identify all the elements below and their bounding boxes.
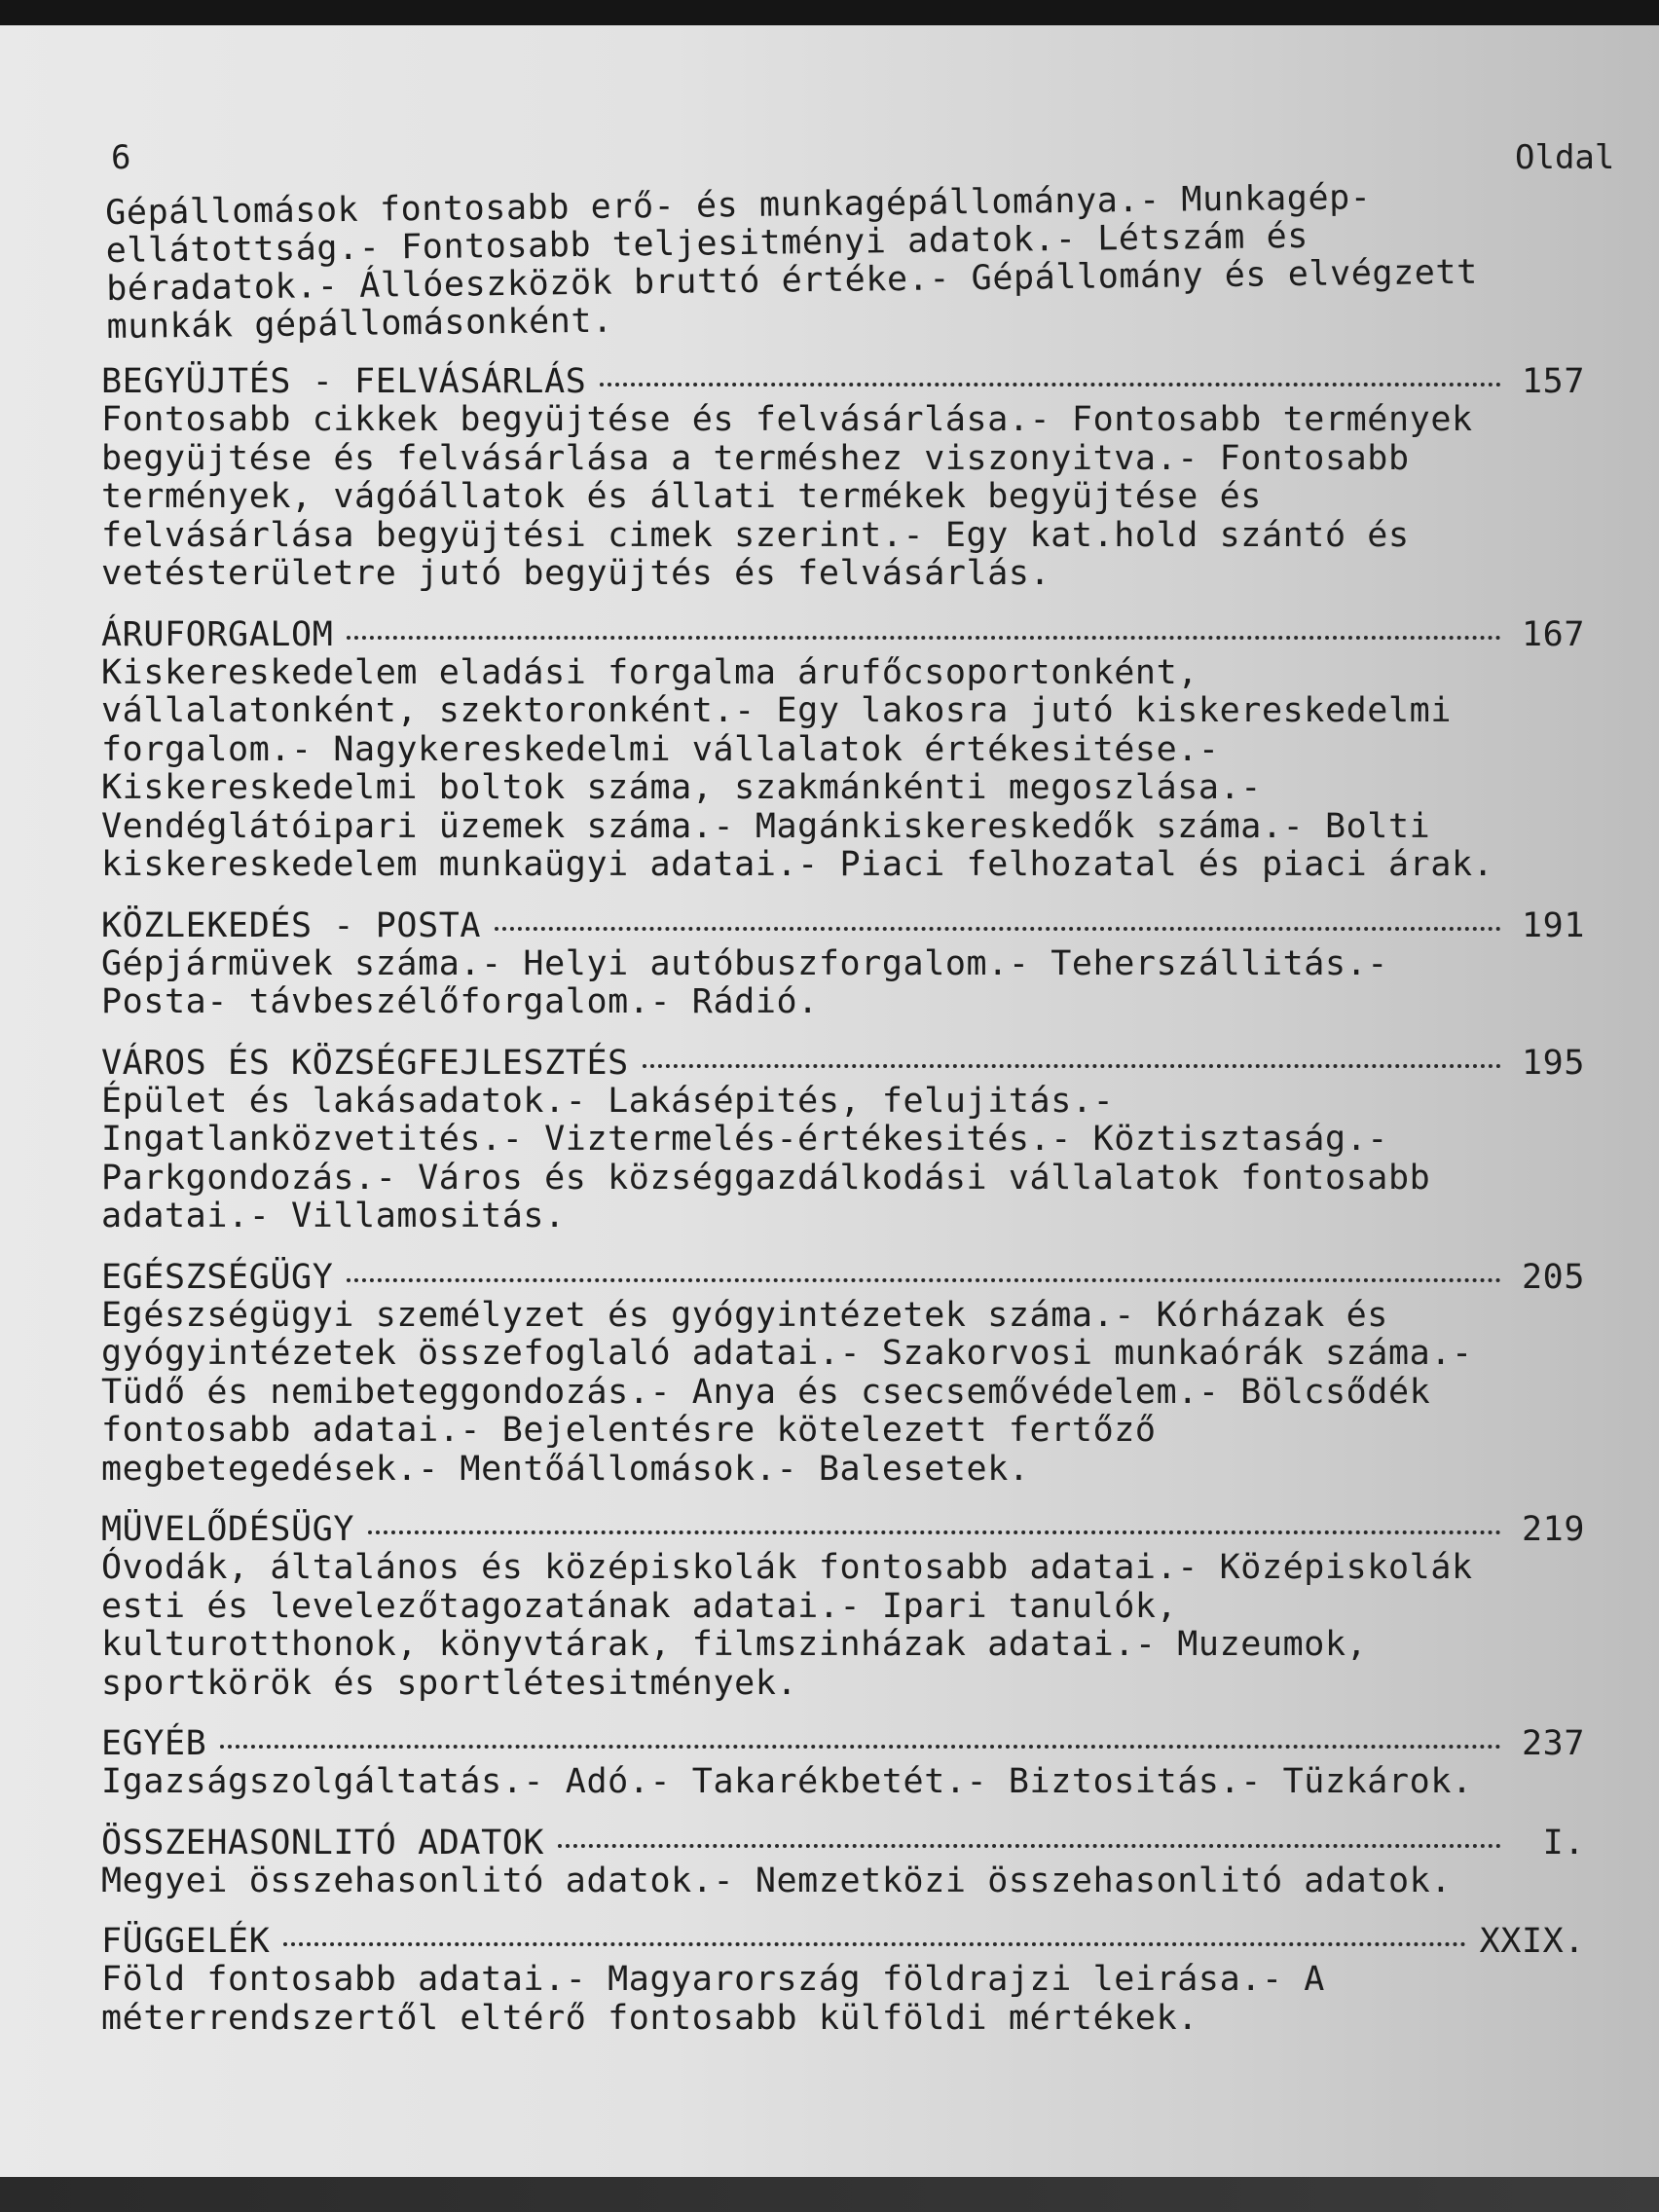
toc-section-egeszsegugy [101,1258,1601,1490]
toc-page-number: I. [1542,1823,1585,1862]
toc-section-description: Föld fontosabb adatai.- Magyarország földrajzi leirása.- A méterrendszertől eltérő fontosabb külföldi mértékek. [101,1960,1325,2038]
toc-section-muvelodesugy [101,1510,1601,1703]
toc-section-description: Gépjármüvek száma.- Helyi autóbuszforgalom.- Teherszállitás.- Posta- távbeszélőforgalom.- Rádió. [101,943,1388,1021]
toc-section-description: Fontosabb cikkek begyüjtése és felvásárlása.- Fontosabb termények begyüjtése és felvásárlása a terméshez viszonyitva.- Fontosabb termények, vágóállatok és állati termékek begyüjtése és felvásárlása begyüjtési cimek szerint.- Egy kat.hold szántó és vetésterületre jutó begyüjtés és felvásárlás. [101,400,1473,593]
toc-section-title: EGYÉB [101,1724,207,1763]
toc-heading-line [101,615,1601,654]
toc-section-title: BEGYÜJTÉS - FELVÁSÁRLÁS [101,362,587,401]
dot-leader [283,1942,1465,1946]
toc-heading-line [101,1724,1601,1763]
toc-section-title: ÁRUFORGALOM [101,614,334,654]
toc-section-varosfejlesztes [101,1044,1601,1236]
toc-page-number: 191 [1521,905,1585,945]
toc-heading-line [101,362,1601,401]
toc-section-fuggelek [101,1922,1601,2038]
dot-leader [495,927,1501,931]
toc-section-description: Megyei összehasonlitó adatok.- Nemzetközi összehasonlitó adatok. [101,1861,1452,1900]
toc-section-kozlekedes [101,906,1601,1022]
toc-heading-line [101,906,1601,945]
dot-leader [347,636,1501,640]
toc-heading-line [101,1824,1601,1862]
toc-page-number: 237 [1521,1724,1585,1763]
top-edge-band [0,0,1659,25]
toc-heading-line [101,1922,1601,1961]
toc-section-title: FÜGGELÉK [101,1922,271,1961]
toc-section-description: Kiskereskedelem eladási forgalma árufőcsoportonként, vállalatonként, szektoronként.- Egy lakosra jutó kiskereskedelmi forgalom.- Nagykereskedelmi vállalatok értékesitése.- Kiskereskedelmi boltok száma, szakmánkénti megoszlása.- Vendéglátóipari üzemek száma.- Magánkiskereskedők száma.- Bolti kiskereskedelem munkaügyi adatai.- Piaci felhozatal és piaci árak. [101,652,1494,884]
toc-page-number: 157 [1521,362,1585,401]
table-of-contents [101,362,1601,2059]
toc-section-description: Óvodák, általános és középiskolák fontosabb adatai.- Középiskolák esti és levelezőtagozatának adatai.- Ipari tanulók, kulturotthonok, könyvtárak, filmszinházak adatai.- Muzeumok, sportkörök és sportlétesitmények. [101,1548,1473,1703]
toc-section-description: Igazságszolgáltatás.- Adó.- Takarékbetét.- Biztositás.- Tüzkárok. [101,1762,1473,1801]
toc-page-number: 219 [1521,1510,1585,1549]
toc-section-title: ÖSSZEHASONLITÓ ADATOK [101,1823,545,1862]
toc-section-description: Egészségügyi személyzet és gyógyintézetek száma.- Kórházak és gyógyintézetek összefoglaló adatai.- Szakorvosi munkaórák száma.- Tüdő és nemibeteggondozás.- Anya és csecsemővédelem.- Bölcsődék fontosabb adatai.- Bejelentésre kötelezett fertőző megbetegedések.- Mentőállomások.- Balesetek. [101,1295,1473,1489]
toc-section-egyeb [101,1724,1601,1802]
toc-section-osszehasonlito [101,1824,1601,1901]
dot-leader [643,1064,1501,1068]
toc-page-number: 167 [1521,614,1585,654]
toc-section-aruforgalom [101,615,1601,885]
dot-leader [220,1745,1501,1749]
toc-heading-line [101,1258,1601,1297]
dot-leader [347,1278,1501,1282]
toc-section-title: VÁROS ÉS KÖZSÉGFEJLESZTÉS [101,1043,629,1083]
toc-page-number: 195 [1521,1043,1585,1083]
toc-page-number: XXIX. [1479,1922,1585,1961]
toc-section-begyujtes [101,362,1601,594]
toc-section-title: EGÉSZSÉGÜGY [101,1257,334,1297]
page-column-header: Oldal [1515,138,1615,177]
toc-page-number: 205 [1521,1257,1585,1297]
toc-section-title: KÖZLEKEDÉS - POSTA [101,905,482,945]
dot-leader [558,1844,1501,1848]
bottom-edge-band [0,2177,1659,2212]
toc-heading-line [101,1044,1601,1083]
toc-section-description: Épület és lakásadatok.- Lakásépités, felujitás.- Ingatlanközvetités.- Viztermelés-értékesités.- Köztisztaság.- Parkgondozás.- Város és községgazdálkodási vállalatok fontosabb adatai.- Villamositás. [101,1081,1431,1235]
dot-leader [600,383,1501,387]
page-number: 6 [111,138,131,177]
dot-leader [368,1530,1501,1534]
toc-section-title: MÜVELŐDÉSÜGY [101,1510,355,1549]
intro-paragraph: Gépállomások fontosabb erő- és munkagépállománya.- Munkagép-ellátottság.- Fontosabb teljesitményi adatok.- Létszám és béradatok.- Állóeszközök bruttó értéke.- Gépállomány és elvégzett munkák gépállomásonként. [104,178,1478,347]
toc-heading-line [101,1510,1601,1549]
